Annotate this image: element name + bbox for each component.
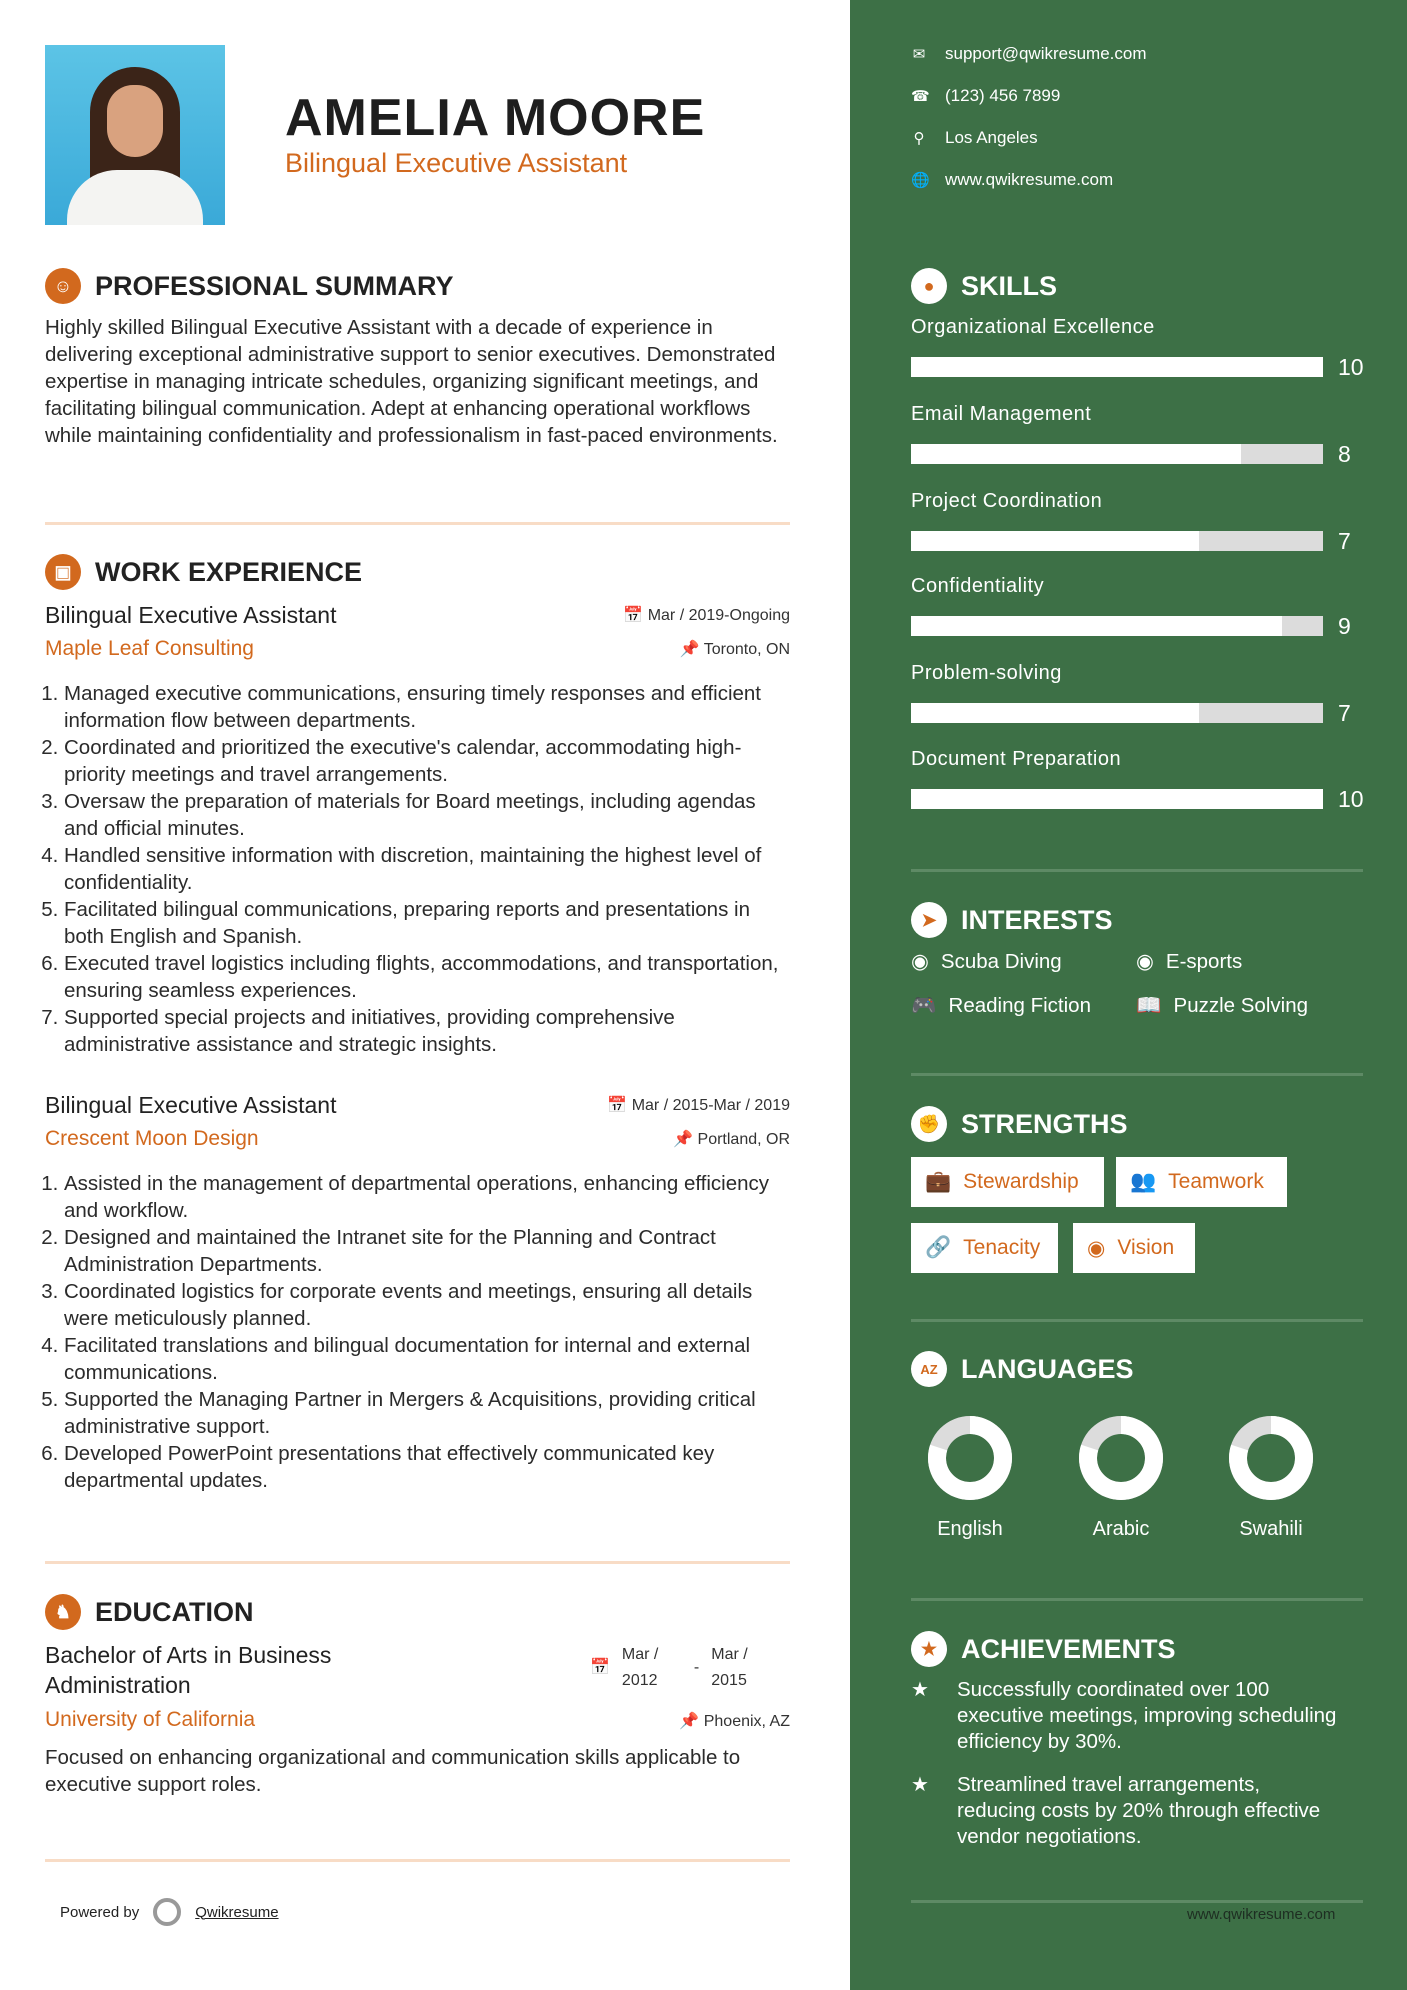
globe-icon: 🌐 (911, 172, 930, 189)
achievements-heading (911, 1631, 1176, 1667)
company-name: Crescent Moon Design (45, 1127, 259, 1150)
skill-bar-fill (911, 616, 1282, 636)
work-heading-text: WORK EXPERIENCE (95, 556, 363, 587)
skill-label: Organizational Excellence (911, 316, 1155, 338)
education-heading-text: EDUCATION (95, 1596, 254, 1627)
strength-label: Teamwork (1168, 1170, 1264, 1193)
achievement-text: Streamlined travel arrangements, reducing costs by 20% through effective vendor negotiations. (957, 1773, 1321, 1848)
achievement-item (911, 1772, 1341, 1850)
job-entry (45, 1090, 790, 1494)
skills-heading (911, 268, 1057, 304)
interest-label: Puzzle Solving (1173, 994, 1308, 1017)
star-icon: ★ (911, 1679, 929, 1701)
interest-item (1136, 994, 1308, 1018)
skill-bar (911, 616, 1323, 636)
footer-website[interactable]: www.qwikresume.com (1187, 1906, 1336, 1923)
interests-heading-text: INTERESTS (961, 904, 1113, 935)
skill-bar-fill (911, 444, 1241, 464)
list-item: 3. Oversaw the preparation of materials for Board meetings, including agendas and official minutes. (64, 788, 790, 842)
powered-by (60, 1898, 279, 1926)
divider (911, 1319, 1363, 1322)
work-heading (45, 554, 362, 590)
strength-tag (911, 1157, 1104, 1207)
link-icon: 🔗 (925, 1236, 952, 1259)
interest-item (911, 949, 1062, 974)
interests-heading (911, 902, 1113, 938)
strength-tag (1073, 1223, 1195, 1273)
degree: Bachelor of Arts in Business Administration (45, 1642, 332, 1698)
chair-icon: ▣ (45, 554, 81, 590)
team-icon: 👥 (1130, 1170, 1157, 1193)
summary-heading-text: PROFESSIONAL SUMMARY (95, 270, 454, 301)
job-date (623, 605, 790, 625)
strengths-heading-text: STRENGTHS (961, 1108, 1128, 1139)
divider (45, 1561, 790, 1564)
education-heading (45, 1594, 254, 1630)
user-icon: ☺ (45, 268, 81, 304)
strength-label: Stewardship (963, 1170, 1079, 1193)
contact-email[interactable] (911, 44, 1147, 64)
achievements-heading-text: ACHIEVEMENTS (961, 1633, 1176, 1664)
skill-label: Project Coordination (911, 490, 1103, 512)
list-item: 7. Supported special projects and initiatives, providing comprehensive administrative assistance and strategic insights. (64, 1004, 790, 1058)
divider (45, 1859, 790, 1862)
list-item: 1. Assisted in the management of departmental operations, enhancing efficiency and workflow. (64, 1170, 790, 1224)
language-name: Arabic (1092, 1518, 1150, 1540)
language-donut (1226, 1413, 1316, 1503)
interest-item (1136, 949, 1242, 974)
languages-heading (911, 1351, 1134, 1387)
skill-bar (911, 703, 1323, 723)
lightbulb-icon: ● (911, 268, 947, 304)
language-donut (925, 1413, 1015, 1503)
languages-heading-text: LANGUAGES (961, 1353, 1134, 1384)
interest-label: Scuba Diving (940, 949, 1062, 973)
strengths-heading (911, 1106, 1128, 1142)
translate-icon: AZ (911, 1351, 947, 1387)
strength-tag (1116, 1157, 1287, 1207)
star-icon: ★ (911, 1774, 929, 1796)
skill-value: 8 (1338, 441, 1351, 467)
list-item: 5. Facilitated bilingual communications, preparing reports and presentations in both English and Spanish. (64, 896, 790, 950)
summary-heading (45, 268, 454, 304)
graduate-icon: ♞ (45, 1594, 81, 1630)
interest-label: E-sports (1165, 949, 1243, 973)
achievement-item (911, 1677, 1341, 1755)
interest-item (911, 994, 1091, 1018)
fist-icon: ✊ (911, 1106, 947, 1142)
pin-icon: 📌 (673, 1131, 698, 1148)
star-icon: ★ (911, 1631, 947, 1667)
job-entry (45, 600, 790, 1058)
job-location-text: Toronto, ON (703, 641, 790, 658)
job-date (607, 1095, 790, 1115)
date-separator: - (693, 1659, 700, 1676)
job-location (673, 1129, 790, 1149)
skill-value: 7 (1338, 528, 1351, 554)
skill-value: 7 (1338, 700, 1351, 726)
list-item: 2. Coordinated and prioritized the executive's calendar, accommodating high-priority meetings and travel arrangements. (64, 734, 790, 788)
skill-value: 9 (1338, 613, 1351, 639)
location-pin-icon: ⚲ (913, 130, 925, 147)
skill-bar-fill (911, 703, 1199, 723)
contact-website-text: www.qwikresume.com (945, 170, 1114, 189)
skill-value: 10 (1338, 354, 1364, 380)
education-start: Mar / 2012 (621, 1646, 659, 1689)
job-bullets (45, 680, 790, 1058)
calendar-icon: 📅 (607, 1097, 632, 1114)
skill-label: Document Preparation (911, 748, 1122, 770)
skill-bar (911, 531, 1323, 551)
calendar-icon: 📅 (590, 1659, 610, 1676)
education-location-text: Phoenix, AZ (703, 1713, 790, 1730)
calendar-icon: 📅 (623, 607, 648, 624)
strength-label: Tenacity (963, 1236, 1041, 1259)
skills-heading-text: SKILLS (961, 270, 1058, 301)
contact-phone (911, 86, 1060, 106)
contact-location (911, 128, 1038, 148)
powered-by-label: Powered by (60, 1903, 140, 1921)
skill-bar-fill (911, 357, 1323, 377)
list-item: 3. Coordinated logistics for corporate events and meetings, ensuring all details were meticulously planned. (64, 1278, 790, 1332)
lifebuoy-icon: ◉ (911, 950, 929, 973)
job-title: Bilingual Executive Assistant (45, 601, 337, 628)
divider (911, 1073, 1363, 1076)
education-dates (590, 1642, 771, 1694)
contact-phone-text: (123) 456 7899 (945, 86, 1061, 105)
book-icon: 📖 (1136, 994, 1162, 1017)
list-item: 5. Supported the Managing Partner in Mergers & Acquisitions, providing critical administrative support. (64, 1386, 790, 1440)
skill-bar (911, 789, 1323, 809)
summary-text: Highly skilled Bilingual Executive Assistant with a decade of experience in delivering exceptional administrative support to senior executives. Demonstrated expertise in managing intricate schedules, organizing significant meetings, and facilitating bilingual communication. Adept at enhancing operational workflows while maintaining confidentiality and professionalism in fast-paced environments. (45, 316, 778, 447)
education-location (679, 1711, 790, 1731)
contact-email-text: support@qwikresume.com (945, 44, 1147, 63)
list-item: 6. Developed PowerPoint presentations that effectively communicated key departmental updates. (64, 1440, 790, 1494)
education-end: Mar / 2015 (711, 1646, 748, 1689)
job-location (680, 639, 790, 659)
gamepad-icon: 🎮 (911, 994, 937, 1017)
binoculars-icon: ◉ (1087, 1236, 1106, 1260)
candidate-title: Bilingual Executive Assistant (285, 148, 628, 178)
briefcase-icon: 💼 (925, 1170, 952, 1193)
job-bullets (45, 1170, 790, 1494)
pin-icon: 📌 (679, 1713, 704, 1730)
divider (911, 1900, 1363, 1903)
list-item: 6. Executed travel logistics including flights, accommodations, and transportation, ensuring seamless experiences. (64, 950, 790, 1004)
language-donut (1076, 1413, 1166, 1503)
qwikresume-link[interactable]: Qwikresume (195, 1903, 279, 1921)
job-location-text: Portland, OR (697, 1131, 790, 1148)
skill-label: Problem-solving (911, 662, 1062, 684)
job-date-text: Mar / 2015-Mar / 2019 (631, 1097, 790, 1114)
list-item: 1. Managed executive communications, ensuring timely responses and efficient information flow between departments. (64, 680, 790, 734)
education-description: Focused on enhancing organizational and communication skills applicable to executive support roles. (45, 1746, 741, 1796)
achievement-text: Successfully coordinated over 100 executive meetings, improving scheduling efficiency by 30%. (957, 1678, 1337, 1753)
language-name: English (937, 1518, 1003, 1540)
skill-label: Email Management (911, 403, 1092, 425)
profile-photo (45, 45, 225, 225)
skill-value: 10 (1338, 786, 1364, 812)
candidate-name: AMELIA MOORE (285, 89, 706, 147)
language-name: Swahili (1239, 1518, 1303, 1540)
skill-bar-fill (911, 531, 1199, 551)
strength-tag (911, 1223, 1058, 1273)
strength-label: Vision (1117, 1236, 1175, 1259)
divider (45, 522, 790, 525)
pin-icon: 📌 (679, 641, 704, 658)
skill-bar-fill (911, 789, 1323, 809)
paper-plane-icon: ➤ (911, 902, 947, 938)
company-name: Maple Leaf Consulting (45, 637, 254, 660)
list-item: 2. Designed and maintained the Intranet site for the Planning and Contract Administration Departments. (64, 1224, 790, 1278)
phone-icon: ☎ (911, 88, 930, 105)
lifebuoy-icon: ◉ (1136, 950, 1154, 973)
skill-label: Confidentiality (911, 575, 1045, 597)
envelope-icon: ✉ (912, 46, 926, 63)
qwikresume-logo-icon (153, 1898, 181, 1926)
list-item: 4. Facilitated translations and bilingual documentation for internal and external communications. (64, 1332, 790, 1386)
skill-bar (911, 357, 1323, 377)
skill-bar (911, 444, 1323, 464)
interest-label: Reading Fiction (948, 994, 1091, 1017)
contact-location-text: Los Angeles (945, 128, 1038, 147)
school-name: University of California (45, 1708, 256, 1731)
job-title: Bilingual Executive Assistant (45, 1091, 337, 1118)
divider (911, 1598, 1363, 1601)
job-date-text: Mar / 2019-Ongoing (647, 607, 790, 624)
list-item: 4. Handled sensitive information with discretion, maintaining the highest level of confidentiality. (64, 842, 790, 896)
divider (911, 869, 1363, 872)
contact-website[interactable] (911, 170, 1113, 190)
